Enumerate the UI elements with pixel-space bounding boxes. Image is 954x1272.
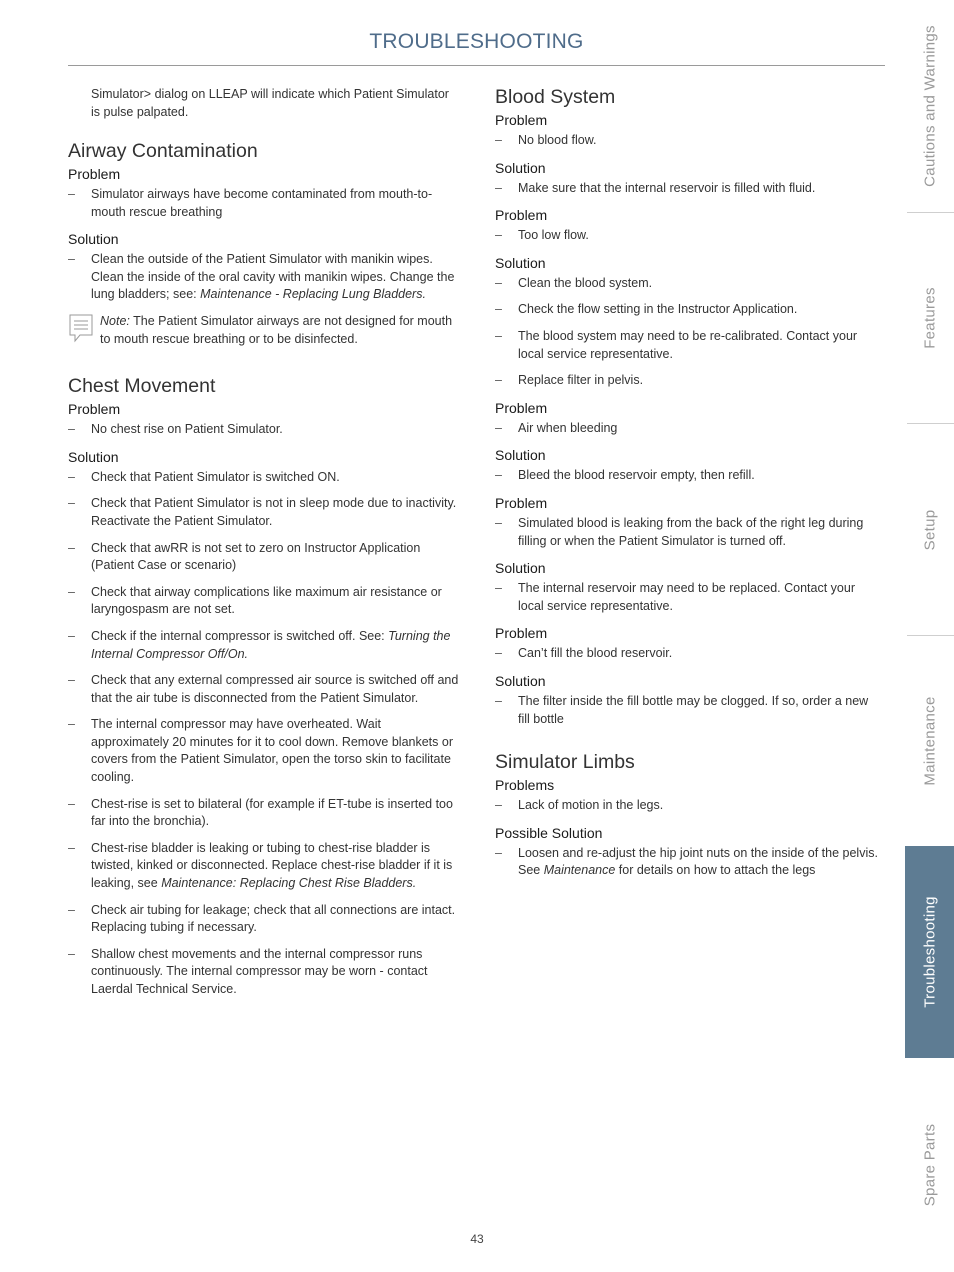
solution-list — [495, 693, 880, 728]
list-item: – Bleed the blood reservoir empty, then refill. — [495, 467, 880, 485]
tab-label: Maintenance — [921, 696, 938, 786]
chapter-tabs — [905, 0, 954, 1272]
problem-label: Problem — [495, 399, 548, 416]
right-column — [495, 85, 880, 889]
tab-troubleshooting[interactable] — [905, 846, 954, 1058]
solution-label: Possible Solution — [495, 824, 603, 841]
list-item: – Check that Patient Simulator is switched ON. — [68, 469, 460, 487]
list-item: – Check that Patient Simulator is not in sleep mode due to inactivity. Reactivate the Patient Simulator. — [68, 495, 460, 530]
list-item: – Simulated blood is leaking from the back of the right leg during filling or when the Patient Simulator is turned off. — [495, 515, 880, 550]
cross-reference: Maintenance: Replacing Chest Rise Bladders. — [161, 876, 417, 891]
list-item: – Check that airway complications like maximum air resistance or laryngospasm are not set. — [68, 584, 460, 619]
cross-reference: Turning the Internal Compressor Off/On. — [91, 628, 451, 661]
intro-text: Simulator> dialog on LLEAP will indicate which Patient Simulator is pulse palpated. — [91, 87, 449, 119]
list-item: – Check the flow setting in the Instructor Application. — [495, 301, 880, 319]
list-item: – Check that any external compressed air source is switched off and that the air tube is disconnected from the Patient Simulator. — [68, 672, 460, 707]
cross-reference: Maintenance - Replacing Lung Bladders. — [200, 287, 426, 302]
list-item: – Clean the blood system. — [495, 275, 880, 293]
solution-label: Solution — [495, 560, 546, 577]
item-text: for details on how to attach the legs — [615, 863, 816, 878]
list-item: – Chest-rise is set to bilateral (for example if ET-tube is inserted too far into the bronchia). — [68, 796, 460, 831]
solution-list — [495, 467, 880, 485]
page-number: 43 — [470, 1232, 484, 1246]
tab-label: Setup — [921, 509, 938, 550]
solution-label: Solution — [495, 672, 546, 689]
list-item: – The internal compressor may have overheated. Wait approximately 20 minutes for it to cool down. Remove blankets or covers from the Patient Simulator, open the torso skin to facilitate cooling. — [68, 716, 460, 786]
list-item: – Air when bleeding — [495, 420, 880, 438]
blood-system-title: Blood System — [495, 86, 616, 108]
list-item: – No blood flow. — [495, 132, 880, 150]
solution-list — [68, 469, 460, 999]
note — [68, 313, 460, 348]
tab-cautions-and-warnings[interactable] — [905, 0, 954, 212]
tab-label: Troubleshooting — [921, 896, 938, 1008]
note-label: Note: — [100, 313, 130, 328]
solution-label: Solution — [68, 448, 119, 465]
list-item — [68, 628, 460, 663]
list-item: – The blood system may need to be re-calibrated. Contact your local service representative. — [495, 328, 880, 363]
solution-list — [495, 180, 880, 198]
problem-label: Problem — [495, 625, 548, 642]
problem-label: Problems — [495, 777, 555, 794]
list-item: – Simulator airways have become contaminated from mouth-to-mouth rescue breathing — [68, 186, 460, 221]
problem-list — [495, 227, 880, 245]
solution-label: Solution — [68, 231, 119, 248]
solution-list — [495, 845, 880, 880]
tab-setup[interactable] — [905, 424, 954, 635]
problem-label: Problem — [68, 166, 121, 182]
tab-label: Cautions and Warnings — [921, 25, 938, 187]
list-item: – The internal reservoir may need to be replaced. Contact your local service representative. — [495, 580, 880, 615]
list-item: – Can’t fill the blood reservoir. — [495, 645, 880, 663]
problem-label: Problem — [495, 494, 548, 511]
problem-list — [495, 132, 880, 150]
list-item: – Check air tubing for leakage; check that all connections are intact. Replacing tubing if necessary. — [68, 902, 460, 937]
list-item — [68, 840, 460, 893]
problem-label: Problem — [495, 112, 548, 128]
tab-label: Features — [921, 287, 938, 349]
item-text: Loosen and re-adjust the hip joint nuts on the inside of the pelvis. See — [518, 845, 878, 878]
problem-list — [495, 420, 880, 438]
problem-label: Problem — [68, 401, 121, 418]
solution-list — [495, 275, 880, 390]
problem-label: Problem — [495, 207, 548, 224]
tab-features[interactable] — [905, 213, 954, 423]
solution-label: Solution — [495, 447, 546, 464]
problem-list — [495, 797, 880, 815]
page-title: TROUBLESHOOTING — [369, 30, 584, 53]
solution-label: Solution — [495, 254, 546, 271]
item-text: Chest-rise bladder is leaking or tubing to chest-rise bladder is twisted, kinked or disconnected. Replace chest-rise bladder if it is leaking, see — [91, 840, 453, 891]
list-item: – Too low flow. — [495, 227, 880, 245]
problem-list — [68, 186, 460, 221]
list-item: – No chest rise on Patient Simulator. — [68, 421, 460, 439]
list-item: – Shallow chest movements and the internal compressor runs continuously. The internal compressor may be worn - contact Laerdal Technical Service. — [68, 946, 460, 999]
list-item: – The filter inside the fill bottle may be clogged. If so, order a new fill bottle — [495, 693, 880, 728]
problem-list — [495, 645, 880, 663]
note-text: The Patient Simulator airways are not designed for mouth to mouth rescue breathing or to be disinfected. — [100, 313, 453, 346]
note-icon — [68, 313, 94, 343]
header-divider — [68, 65, 885, 66]
list-item: – Replace filter in pelvis. — [495, 372, 880, 390]
solution-label: Solution — [495, 159, 546, 176]
simulator-limbs-title: Simulator Limbs — [495, 751, 635, 774]
tab-maintenance[interactable] — [905, 636, 954, 846]
solution-list — [495, 580, 880, 615]
list-item — [495, 845, 880, 880]
list-item — [68, 251, 460, 304]
chest-movement-title: Chest Movement — [68, 375, 216, 398]
solution-list — [68, 251, 460, 304]
airway-contamination-title: Airway Contamination — [68, 140, 258, 162]
tab-label: Spare Parts — [921, 1123, 938, 1207]
list-item: – Make sure that the internal reservoir is filled with fluid. — [495, 180, 880, 198]
list-item: – Check that awRR is not set to zero on Instructor Application (Patient Case or scenario) — [68, 540, 460, 575]
problem-list — [495, 515, 880, 550]
item-text: Check if the internal compressor is switched off. See: — [91, 628, 389, 643]
list-item: – Lack of motion in the legs. — [495, 797, 880, 815]
cross-reference: Maintenance — [543, 863, 616, 878]
left-column — [68, 85, 460, 1008]
item-text: Clean the outside of the Patient Simulator with manikin wipes. Clean the inside of the oral cavity with manikin wipes. Change the lung bladders; see: — [91, 252, 455, 302]
problem-list — [68, 421, 460, 439]
